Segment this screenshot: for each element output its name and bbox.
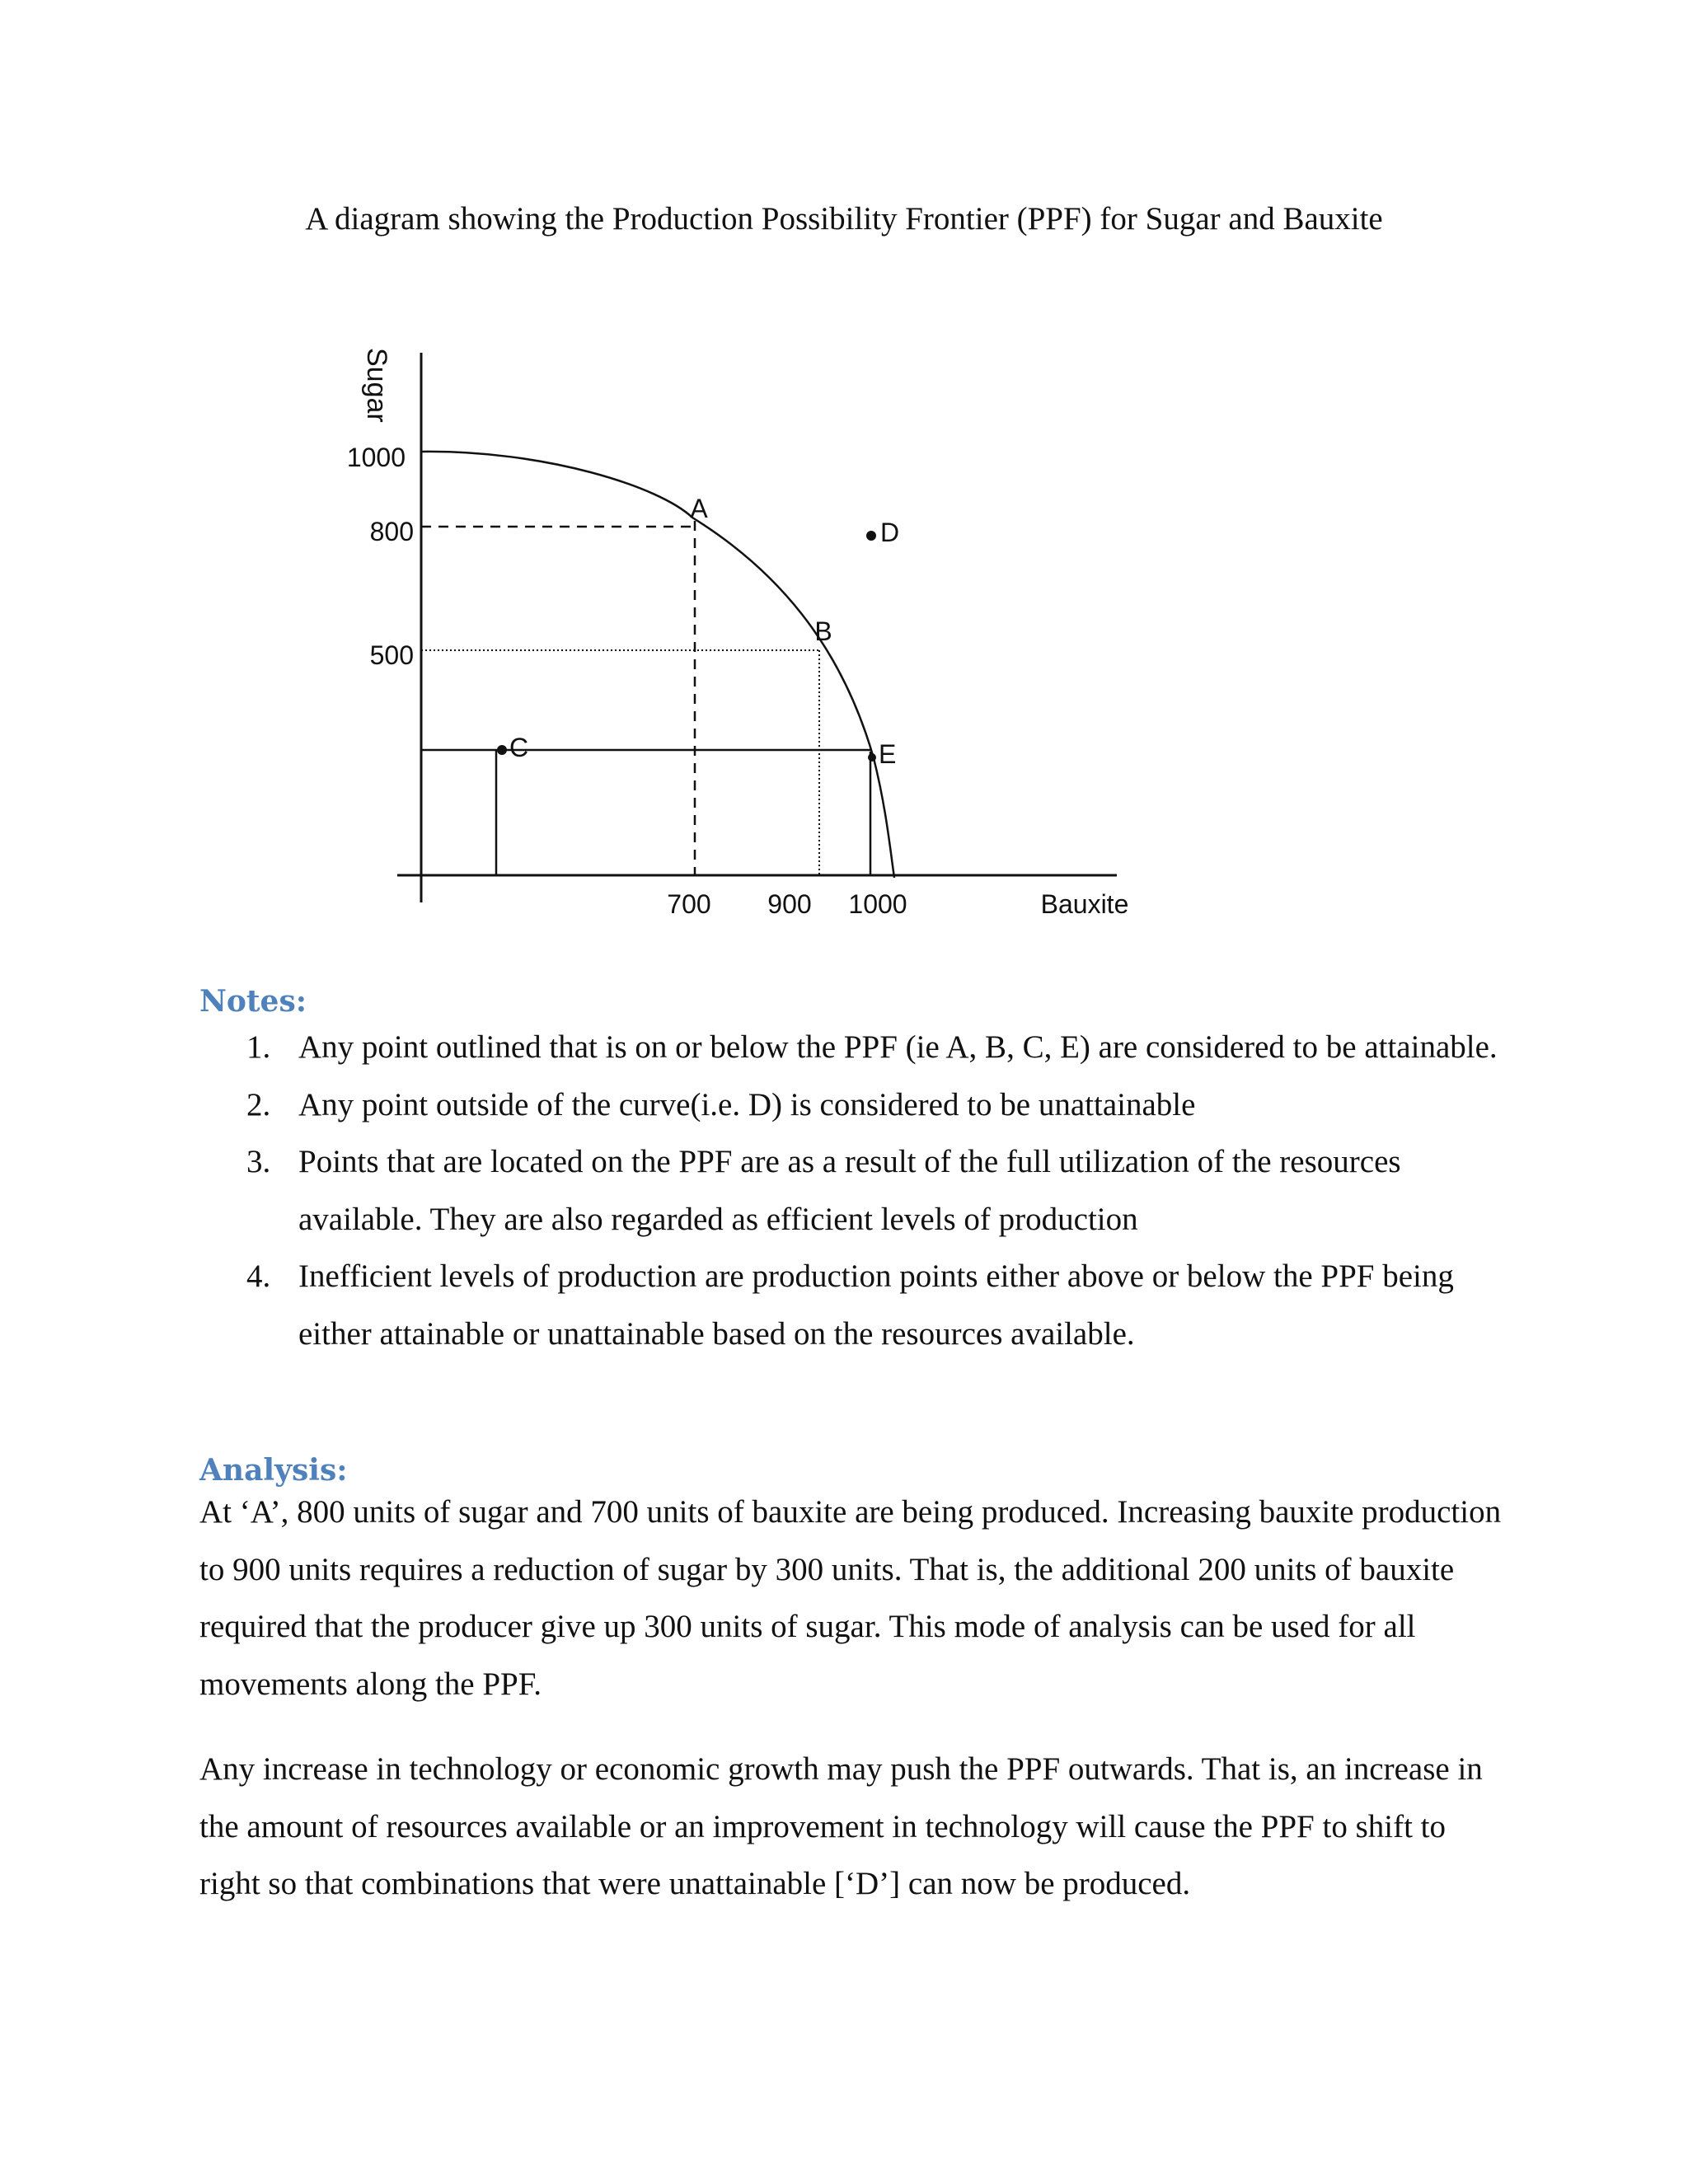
list-number: 4. (246, 1258, 271, 1294)
point-c-label: C (509, 733, 529, 762)
list-number: 1. (246, 1029, 271, 1065)
point-e-marker (868, 753, 876, 762)
x-tick-700: 700 (667, 889, 711, 919)
x-tick-1000: 1000 (848, 889, 907, 919)
x-axis-label: Bauxite (1040, 889, 1129, 919)
analysis-heading: Analysis: (199, 1453, 348, 1488)
point-e-label: E (879, 739, 897, 769)
list-text: Points that are located on the PPF are as a result of the full utilization of the resources available. They are also regarded as efficient levels of production (298, 1144, 1401, 1237)
ppf-curve (421, 452, 897, 878)
list-item (199, 1019, 1502, 1076)
page-title: A diagram showing the Production Possibility Frontier (PPF) for Sugar and Bauxite (305, 201, 1383, 237)
point-b-label: B (814, 616, 832, 646)
point-d-label: D (880, 518, 900, 547)
notes-list (199, 1019, 1502, 1362)
list-text: Any point outlined that is on or below the PPF (ie A, B, C, E) are considered to be attainable. (298, 1029, 1498, 1065)
notes-heading: Notes: (199, 984, 307, 1019)
analysis-paragraph-1: At ‘A’, 800 units of sugar and 700 units of bauxite are being produced. Increasing bauxite production to 900 units requires a reduction of sugar by 300 units. That is, the additional 200 units of bauxite required that the producer give up 300 units of sugar. This mode of analysis can be used for all movements along the PPF. (199, 1494, 1502, 1702)
y-tick-800: 800 (369, 517, 414, 546)
point-a-label: A (690, 494, 708, 523)
list-text: Inefficient levels of production are production points either above or below the PPF being either attainable or unattainable based on the resources available. (298, 1258, 1454, 1352)
y-tick-500: 500 (369, 640, 414, 670)
list-item (199, 1076, 1502, 1134)
ppf-diagram (313, 297, 1170, 940)
y-tick-1000: 1000 (346, 443, 406, 472)
list-item (199, 1248, 1502, 1362)
list-number: 3. (246, 1144, 271, 1179)
list-text: Any point outside of the curve(i.e. D) is considered to be unattainable (298, 1086, 1196, 1122)
x-tick-900: 900 (767, 889, 812, 919)
list-item (199, 1133, 1502, 1248)
list-number: 2. (246, 1086, 271, 1122)
analysis-paragraph-2: Any increase in technology or economic growth may push the PPF outwards. That is, an increase in the amount of resources available or an improvement in technology will cause the PPF to shift to right so that combinations that were unattainable [‘D’] can now be produced. (199, 1751, 1483, 1901)
point-d-marker (866, 531, 876, 541)
y-axis-label: Sugar (361, 348, 392, 423)
point-c-marker (497, 745, 507, 755)
